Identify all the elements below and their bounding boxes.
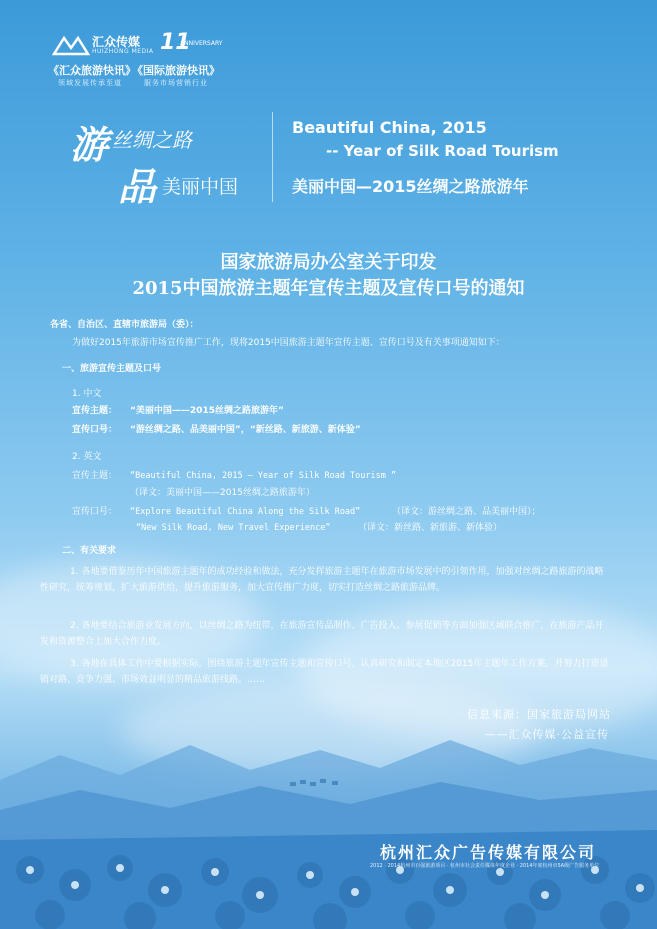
theme-translation: （译文：美丽中国——2015丝绸之路旅游年）: [130, 488, 315, 498]
calligraphy-text: 丝绸之路: [112, 128, 192, 152]
subsection-heading: 2. 英文: [72, 452, 102, 462]
company-name: 杭州汇众广告传媒有限公司: [380, 843, 597, 862]
banner-english-subtitle: -- Year of Silk Road Tourism: [326, 142, 559, 160]
calligraphy-character: 游: [70, 122, 109, 167]
intro-paragraph: 为做好2015年旅游市场宣传推广工作，现将2015中国旅游主题年宣传主题、宣传口号及有关事项通知如下：: [72, 338, 505, 348]
company-honors: 2012 · 2014杭州市百强旅游项目 · 杭州市社会责任媒体年度企业 · 2014年度杭州市5A级广告服务单位: [370, 863, 600, 869]
brand-logo-icon: [52, 34, 90, 56]
source-credit: 信息来源：国家旅游局网站: [467, 708, 611, 721]
slogan-translation: （译文：新丝路、新旅游、新体验）: [358, 523, 503, 533]
publication-name: 《汇众旅游快讯》: [48, 64, 136, 77]
banner-chinese-title: 美丽中国—2015丝绸之路旅游年: [292, 177, 529, 196]
slogan-translation: （译文：游丝绸之路、品美丽中国）；: [392, 507, 541, 517]
requirement-paragraph: 3. 各地在具体工作中要根据实际，围绕旅游主题年宣传主题和宣传口号，认真研究和制定本地区2015年主题年工作方案，并努力打造适销对路、竞争力强、市场效益明显的精品旅游线路。……: [40, 659, 609, 685]
theme-text-en: “Beautiful China, 2015 — Year of Silk Road Tourism ”: [130, 471, 397, 481]
salutation: 各省、自治区、直辖市旅游局（委）：: [50, 320, 199, 330]
theme-label: 宣传主题：: [72, 406, 118, 416]
publisher-credit: ——汇众传媒·公益宣传: [484, 728, 609, 741]
slogan-text: “游丝绸之路、品美丽中国”，“新丝路、新旅游、新体验”: [130, 425, 361, 435]
section-heading: 二、有关要求: [62, 546, 117, 556]
slogan-text-en: “New Silk Road, New Travel Experience”: [136, 523, 331, 533]
slogan-label: 宣传口号：: [72, 425, 118, 435]
subsection-heading: 1. 中文: [72, 389, 102, 399]
theme-text: “美丽中国——2015丝绸之路旅游年”: [130, 406, 284, 416]
calligraphy-text: 美丽中国: [162, 176, 239, 198]
section-heading: 一、旅游宣传主题及口号: [62, 364, 162, 374]
brand-name-en: HUIZHONG MEDIA: [92, 48, 154, 55]
banner-divider: [272, 112, 273, 202]
anniversary-label: ANNIVERSARY: [180, 40, 223, 47]
requirement-paragraph: 1. 各地要借鉴历年中国旅游主题年的成功经验和做法，充分发挥旅游主题年在旅游市场发展中的引领作用，加强对丝绸之路旅游的战略性研究，统筹规划，扩大旅游供给，提升旅游服务，加大宣传推广力度，切实打造丝绸之路旅游品牌。: [40, 567, 604, 593]
publication-name: 《国际旅游快讯》: [132, 64, 220, 77]
anniversary-number: 11: [160, 30, 191, 55]
document-title: 国家旅游局办公室关于印发: [220, 252, 437, 273]
requirement-paragraph: 2. 各地要结合旅游业发展方向，以丝绸之路为纽带，在旅游宣传品制作、广告投入、参展促销等方面加强区域联合推广，在旅游产品开发和资源整合上加大合作力度。: [40, 621, 604, 647]
banner-english-title: Beautiful China, 2015: [292, 118, 487, 137]
publication-tagline: 领域发展传承至道: [58, 79, 122, 87]
slogan-label: 宣传口号：: [72, 507, 118, 517]
brand-name: 汇众传媒: [92, 35, 141, 49]
calligraphy-character: 品: [118, 164, 157, 209]
document-title: 2015中国旅游主题年宣传主题及宣传口号的通知: [132, 278, 525, 299]
landscape-illustration: [0, 720, 657, 929]
publication-tagline: 服务市场营销行业: [144, 79, 208, 87]
theme-label: 宣传主题：: [72, 471, 118, 481]
slogan-text-en: “Explore Beautiful China Along the Silk Road”: [130, 507, 361, 517]
